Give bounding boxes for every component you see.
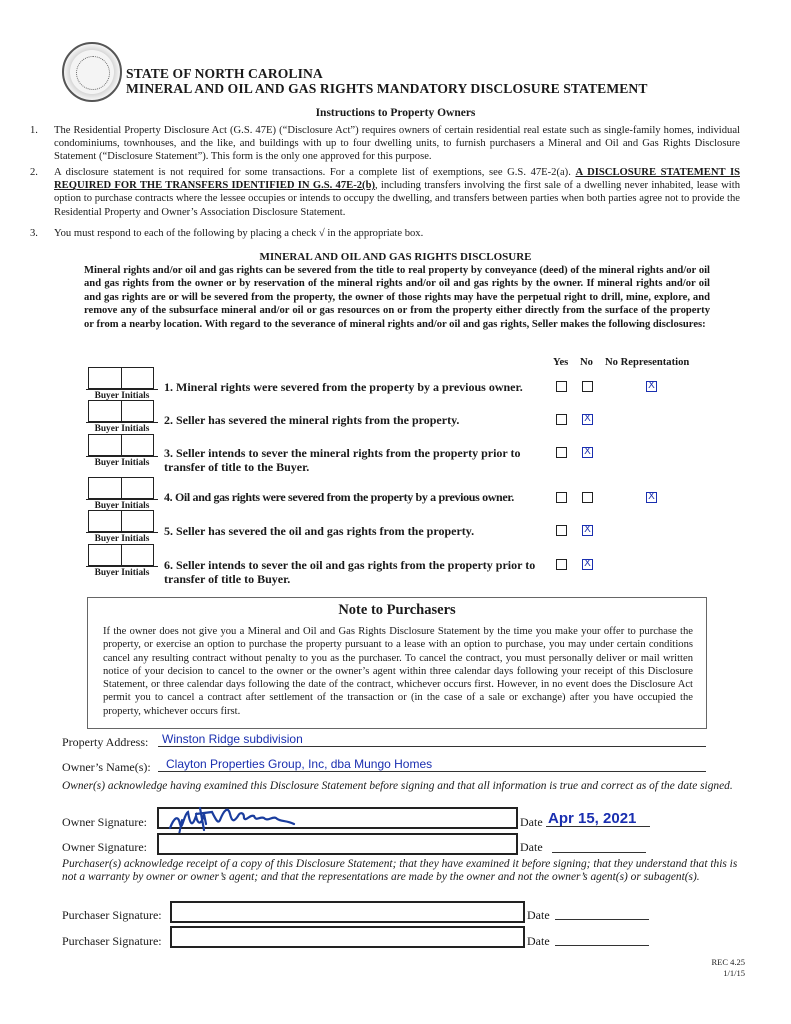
question-4-no-representation-checkbox[interactable]: X — [646, 492, 657, 503]
question-1-yes-checkbox[interactable] — [556, 381, 567, 392]
note-to-purchasers-box — [87, 597, 707, 729]
question-3-yes-checkbox[interactable] — [556, 447, 567, 458]
owner-date-field-1[interactable] — [546, 810, 650, 827]
document-title: MINERAL AND OIL AND GAS RIGHTS MANDATORY DISCLOSURE STATEMENT — [126, 81, 648, 96]
instructions-title: Instructions to Property Owners — [315, 107, 476, 119]
buyer-initials-box-3[interactable] — [88, 434, 154, 456]
question-4-text: 4. Oil and gas rights were severed from the property by a previous owner. — [164, 490, 514, 504]
owner-names-value: Clayton Properties Group, Inc, dba Mungo Homes — [166, 757, 433, 771]
question-3-text: 3. Seller intends to sever the mineral rights from the property prior to transfer of title to the Buyer. — [164, 446, 521, 474]
buyer-initials-label: Buyer Initials — [86, 532, 158, 544]
purchaser-date-label-2: Date — [527, 934, 550, 948]
buyer-initials-label: Buyer Initials — [86, 456, 158, 468]
purchaser-signature-box-2[interactable] — [170, 926, 525, 948]
instruction-item-2: 2. A disclosure statement is not required for some transactions. For a complete list of exemptions, see G.S. 47E-2(a). A DISCLOSURE STATEMENT IS REQUIRED FOR THE TRANSFERS IDENTIFIED IN G.S. 47E-2(b), including transfers involving the first sale of a dwelling never inhabited, lease with option to purchase contracts where the lessee occupies or intends to occupy the dwelling, and transfers between parties when both parties agree not to provide the Residential Property and Owner’s Association Disclosure Statement. — [30, 167, 740, 218]
question-2-no-checkbox[interactable]: X — [582, 414, 593, 425]
purchaser-signature-label-1: Purchaser Signature: — [62, 908, 162, 922]
question-2-yes-checkbox[interactable] — [556, 414, 567, 425]
buyer-initials-label: Buyer Initials — [86, 499, 158, 511]
question-5-text: 5. Seller has severed the oil and gas rights from the property. — [164, 524, 475, 538]
owner-acknowledgement: Owner(s) acknowledge having examined this Disclosure Statement before signing and that all information is true and correct as of the date signed. — [62, 780, 733, 792]
buyer-initials-label: Buyer Initials — [86, 389, 158, 401]
owner-signature-label-2: Owner Signature: — [62, 840, 147, 854]
owner-date-value-1: Apr 15, 2021 — [548, 810, 637, 827]
north-carolina-seal-icon — [62, 42, 122, 102]
document-header — [126, 66, 648, 96]
instruction-item-1: 1. The Residential Property Disclosure Act (G.S. 47E) (“Disclosure Act”) requires owners of certain residential real estate such as single-family homes, individual condominiums, townhouses, and the like, and buildings with up to four dwelling units, to furnish purchasers a Mineral and Oil and Gas Rights Disclosure Statement (“Disclosure Statement”). This form is the only one approved for this purpose. — [30, 125, 740, 163]
owner-date-field-2[interactable] — [552, 839, 646, 853]
buyer-initials-label: Buyer Initials — [86, 422, 158, 434]
instruction-item-3: 3. You must respond to each of the following by placing a check √ in the appropriate box. — [30, 228, 424, 239]
question-6-text: 6. Seller intends to sever the oil and gas rights from the property prior to transfer of title to Buyer. — [164, 558, 536, 586]
form-number: REC 4.25 — [711, 957, 745, 967]
property-address-field[interactable] — [158, 733, 706, 747]
question-3-no-checkbox[interactable]: X — [582, 447, 593, 458]
question-4-yes-checkbox[interactable] — [556, 492, 567, 503]
disclosure-title: MINERAL AND OIL AND GAS RIGHTS DISCLOSURE — [259, 251, 532, 263]
question-1-no-checkbox[interactable] — [582, 381, 593, 392]
question-5-yes-checkbox[interactable] — [556, 525, 567, 536]
note-title: Note to Purchasers — [338, 602, 456, 618]
buyer-initials-box-5[interactable] — [88, 510, 154, 532]
column-header-yes: Yes — [553, 357, 569, 368]
purchaser-signature-label-2: Purchaser Signature: — [62, 934, 162, 948]
purchaser-date-label-1: Date — [527, 908, 550, 922]
column-header-no: No — [580, 357, 593, 368]
question-5-no-checkbox[interactable]: X — [582, 525, 593, 536]
owner-names-label: Owner’s Name(s): — [62, 760, 151, 774]
owner-names-field[interactable] — [158, 758, 706, 772]
note-text: If the owner does not give you a Mineral and Oil and Gas Rights Disclosure Statement by the time you make your offer to purchase the property, or exercise an option to purchase the property pursuant to a lease with an option to purchase, you may under certain conditions cancel any resulting contract without penalty to you as the purchaser. To cancel the contract, you must personally deliver or mail written notice of your decision to cancel to the owner or the owner’s agent within three calendar days following your receipt of this Disclosure Statement, or three calendar days following the date of the contract, whichever occurs first. However, in no event does the Disclosure Act permit you to cancel a contract after settlement of the transaction or (in the case of a sale or exchange) after you have occupied the property, whichever occurs first. — [103, 626, 693, 717]
question-1-text: 1. Mineral rights were severed from the property by a previous owner. — [164, 380, 523, 394]
question-1-no-representation-checkbox[interactable]: X — [646, 381, 657, 392]
question-4-no-checkbox[interactable] — [582, 492, 593, 503]
owner-date-label-2: Date — [520, 840, 543, 854]
purchaser-acknowledgement: Purchaser(s) acknowledge receipt of a copy of this Disclosure Statement; that they have examined it before signing; that they understand that this is not a warranty by owner or owner’s agent; and that the representations are made by the owner and not the owner’s agent(s) or subagent(s). — [62, 858, 738, 884]
owner-date-label-1: Date — [520, 815, 543, 829]
state-name: STATE OF NORTH CAROLINA — [126, 66, 323, 81]
buyer-initials-box-1[interactable] — [88, 367, 154, 389]
disclosure-paragraph: Mineral rights and/or oil and gas rights can be severed from the title to real property by conveyance (deed) of the mineral rights and/or oil and gas rights from the owner or by reservation of the mineral rights and/or oil and gas rights by the owner. If mineral rights and/or oil and gas rights are or will be severed from the property, the owner of those rights may have the perpetual right to drill, mine, explore, and remove any of the subsurface mineral and/or oil or gas resources on or from the property either directly from the surface of the property or from a nearby location. With regard to the severance of mineral rights and/or oil and gas rights, Seller makes the following disclosures: — [84, 265, 710, 330]
question-2-text: 2. Seller has severed the mineral rights from the property. — [164, 413, 460, 427]
buyer-initials-box-4[interactable] — [88, 477, 154, 499]
owner-signature-label-1: Owner Signature: — [62, 815, 147, 829]
purchaser-date-field-1[interactable] — [555, 906, 649, 920]
form-date: 1/1/15 — [723, 968, 745, 978]
owner-signature-box-2[interactable] — [157, 833, 518, 855]
column-header-no-representation: No Representation — [605, 357, 690, 368]
purchaser-signature-box-1[interactable] — [170, 901, 525, 923]
property-address-label: Property Address: — [62, 735, 149, 749]
buyer-initials-box-2[interactable] — [88, 400, 154, 422]
question-6-yes-checkbox[interactable] — [556, 559, 567, 570]
buyer-initials-box-6[interactable] — [88, 544, 154, 566]
form-footer — [690, 957, 745, 979]
buyer-initials-label: Buyer Initials — [86, 566, 158, 578]
required-transfers-notice: A DISCLOSURE STATEMENT IS REQUIRED FOR THE TRANSFERS IDENTIFIED IN G.S. 47E-2(b) — [54, 167, 740, 192]
purchaser-date-field-2[interactable] — [555, 932, 649, 946]
question-6-no-checkbox[interactable]: X — [582, 559, 593, 570]
property-address-value: Winston Ridge subdivision — [162, 732, 303, 746]
